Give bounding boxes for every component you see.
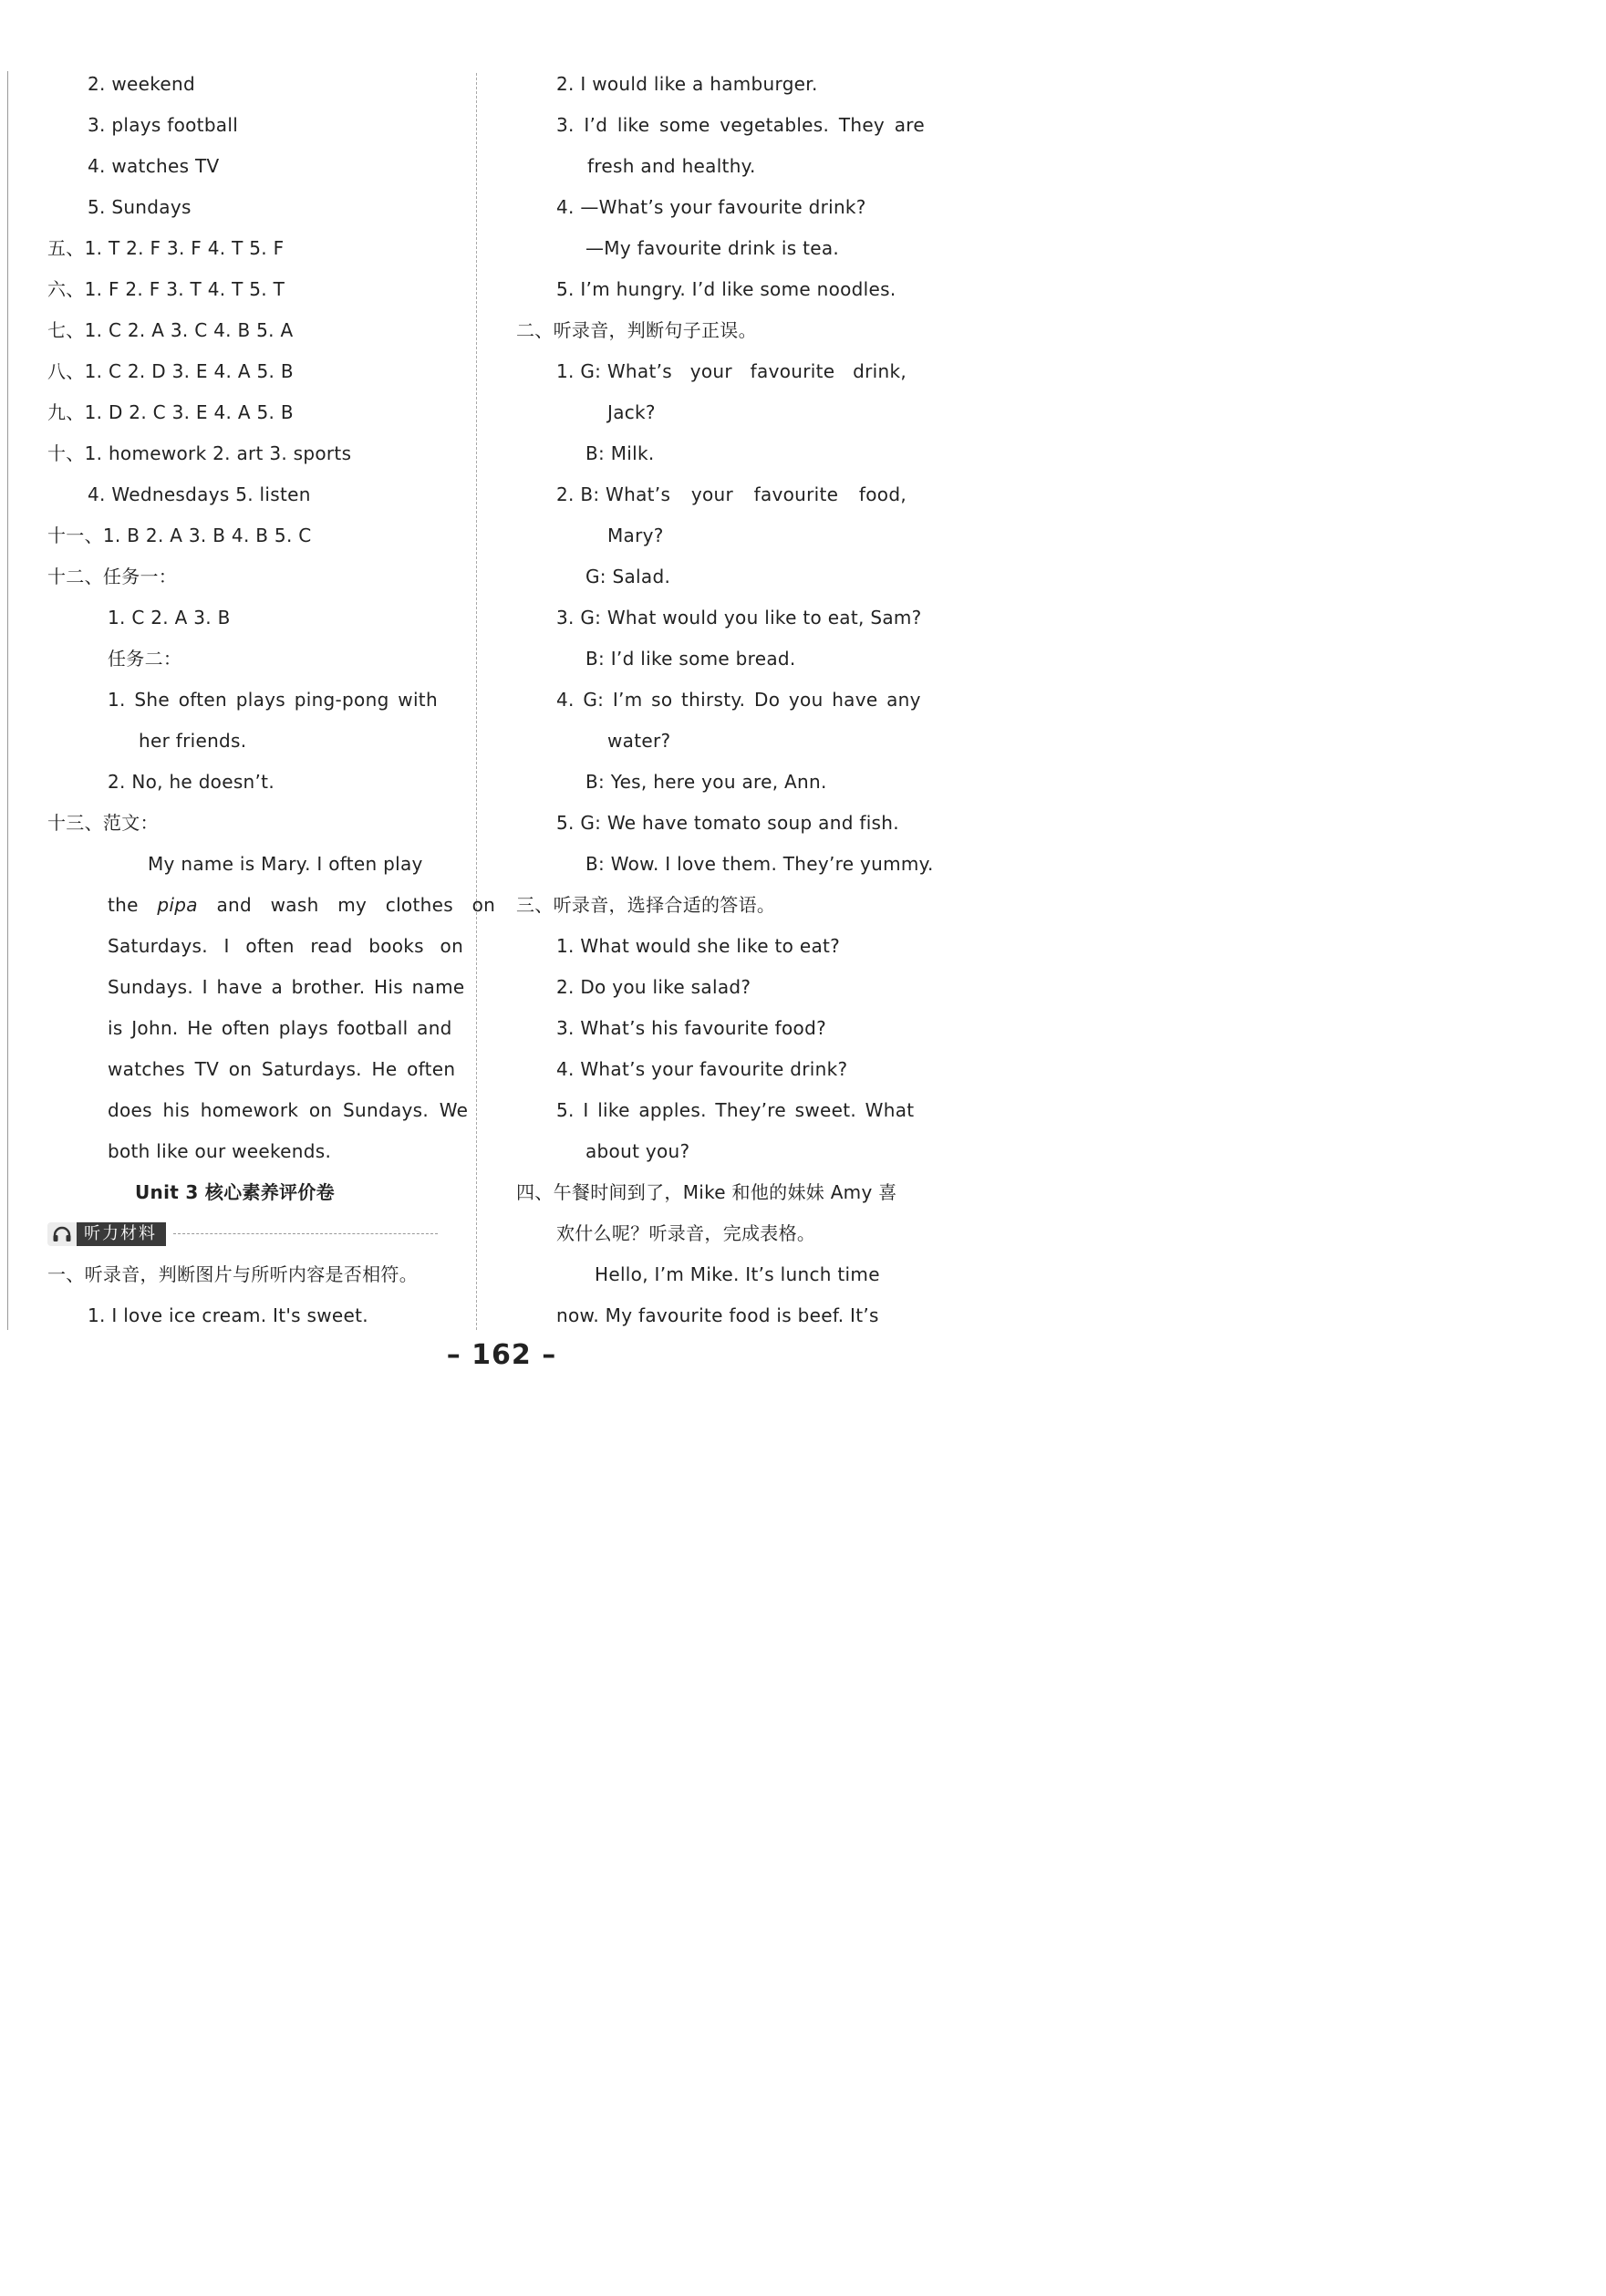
dialogue-line: B: Wow. I love them. They’re yummy. bbox=[585, 853, 934, 875]
task2-q1: 1. She often plays ping-pong with bbox=[108, 689, 438, 711]
answer-line: 4. watches TV bbox=[88, 155, 220, 177]
task1-answers: 1. C 2. A 3. B bbox=[108, 607, 231, 629]
column-divider bbox=[476, 73, 477, 1330]
answer-row-11: 十一、1. B 2. A 3. B 4. B 5. C bbox=[47, 525, 312, 546]
listening-item-cont: fresh and healthy. bbox=[587, 155, 756, 177]
answer-row-5: 五、1. T 2. F 3. F 4. T 5. F bbox=[47, 237, 285, 259]
answer-line: 3. plays football bbox=[88, 114, 239, 136]
listening-item: 5. I’m hungry. I’d like some noodles. bbox=[556, 278, 896, 300]
task2-q2: 2. No, he doesn’t. bbox=[108, 771, 275, 793]
essay-line: is John. He often plays football and bbox=[108, 1017, 452, 1039]
listening-item: 2. Do you like salad? bbox=[556, 976, 751, 998]
answer-line: 5. Sundays bbox=[88, 196, 192, 218]
answer-row-8: 八、1. C 2. D 3. E 4. A 5. B bbox=[47, 360, 294, 382]
listening-item: 1. I love ice cream. It's sweet. bbox=[88, 1304, 368, 1326]
section-title-cont: 欢什么呢？听录音，完成表格。 bbox=[556, 1222, 816, 1244]
section-title: 三、听录音，选择合适的答语。 bbox=[516, 894, 776, 916]
dialogue-cont: Mary? bbox=[607, 525, 664, 546]
essay-line: Saturdays. I often read books on bbox=[108, 935, 464, 957]
dialogue-line: B: Yes, here you are, Ann. bbox=[585, 771, 827, 793]
listening-item: 2. I would like a hamburger. bbox=[556, 73, 818, 95]
answer-row-6: 六、1. F 2. F 3. T 4. T 5. T bbox=[47, 278, 285, 300]
dialogue-line: 1. G: What’s your favourite drink, bbox=[556, 360, 907, 382]
dialogue-line: 3. G: What would you like to eat, Sam? bbox=[556, 607, 922, 629]
answer-line: 2. weekend bbox=[88, 73, 195, 95]
essay-line: both like our weekends. bbox=[108, 1140, 332, 1162]
listening-item: 4. What’s your favourite drink? bbox=[556, 1058, 848, 1080]
dialogue-cont: water? bbox=[607, 730, 671, 752]
answer-row-13: 十三、范文： bbox=[47, 812, 159, 834]
answer-row-10: 十、1. homework 2. art 3. sports bbox=[47, 442, 352, 464]
dialogue-line: 4. G: I’m so thirsty. Do you have any bbox=[556, 689, 921, 711]
page-edge-line bbox=[7, 71, 8, 1330]
essay-line: the pipa and wash my clothes on bbox=[108, 894, 496, 916]
passage-line: Hello, I’m Mike. It’s lunch time bbox=[595, 1263, 880, 1285]
listening-item: 4. —What’s your favourite drink? bbox=[556, 196, 866, 218]
essay-line: Sundays. I have a brother. His name bbox=[108, 976, 465, 998]
essay-line: watches TV on Saturdays. He often bbox=[108, 1058, 456, 1080]
listening-tag: 听力材料 bbox=[77, 1222, 166, 1246]
unit-title: Unit 3 核心素养评价卷 bbox=[135, 1181, 335, 1203]
answer-row-9: 九、1. D 2. C 3. E 4. A 5. B bbox=[47, 401, 294, 423]
listening-section-bar bbox=[47, 1213, 438, 1254]
essay-line: does his homework on Sundays. We bbox=[108, 1099, 469, 1121]
dashed-rule bbox=[173, 1233, 438, 1234]
section-title: 一、听录音，判断图片与所听内容是否相符。 bbox=[47, 1263, 418, 1285]
passage-line: now. My favourite food is beef. It’s bbox=[556, 1304, 879, 1326]
listening-item: 5. I like apples. They’re sweet. What bbox=[556, 1099, 915, 1121]
listening-item: 1. What would she like to eat? bbox=[556, 935, 841, 957]
essay-line: My name is Mary. I often play bbox=[148, 853, 423, 875]
dialogue-line: 5. G: We have tomato soup and fish. bbox=[556, 812, 899, 834]
section-title: 四、午餐时间到了，Mike 和他的妹妹 Amy 喜 bbox=[516, 1181, 897, 1203]
headphones-icon bbox=[47, 1222, 77, 1246]
task2-label: 任务二： bbox=[108, 648, 182, 670]
listening-item: 3. What’s his favourite food? bbox=[556, 1017, 826, 1039]
answer-row-12: 十二、任务一： bbox=[47, 566, 178, 587]
listening-item-cont: —My favourite drink is tea. bbox=[585, 237, 840, 259]
section-title: 二、听录音，判断句子正误。 bbox=[516, 319, 757, 341]
page-number: – 162 – bbox=[446, 1339, 557, 1371]
dialogue-line: B: I’d like some bread. bbox=[585, 648, 796, 670]
dialogue-line: G: Salad. bbox=[585, 566, 671, 587]
right-column bbox=[516, 64, 934, 1336]
answer-row-10-cont: 4. Wednesdays 5. listen bbox=[88, 483, 311, 505]
left-column bbox=[47, 64, 496, 1336]
listening-item: 3. I’d like some vegetables. They are bbox=[556, 114, 925, 136]
dialogue-line: 2. B: What’s your favourite food, bbox=[556, 483, 907, 505]
answer-row-7: 七、1. C 2. A 3. C 4. B 5. A bbox=[47, 319, 294, 341]
listening-item-cont: about you? bbox=[585, 1140, 690, 1162]
dialogue-cont: Jack? bbox=[607, 401, 656, 423]
dialogue-line: B: Milk. bbox=[585, 442, 655, 464]
task2-q1-cont: her friends. bbox=[139, 730, 247, 752]
